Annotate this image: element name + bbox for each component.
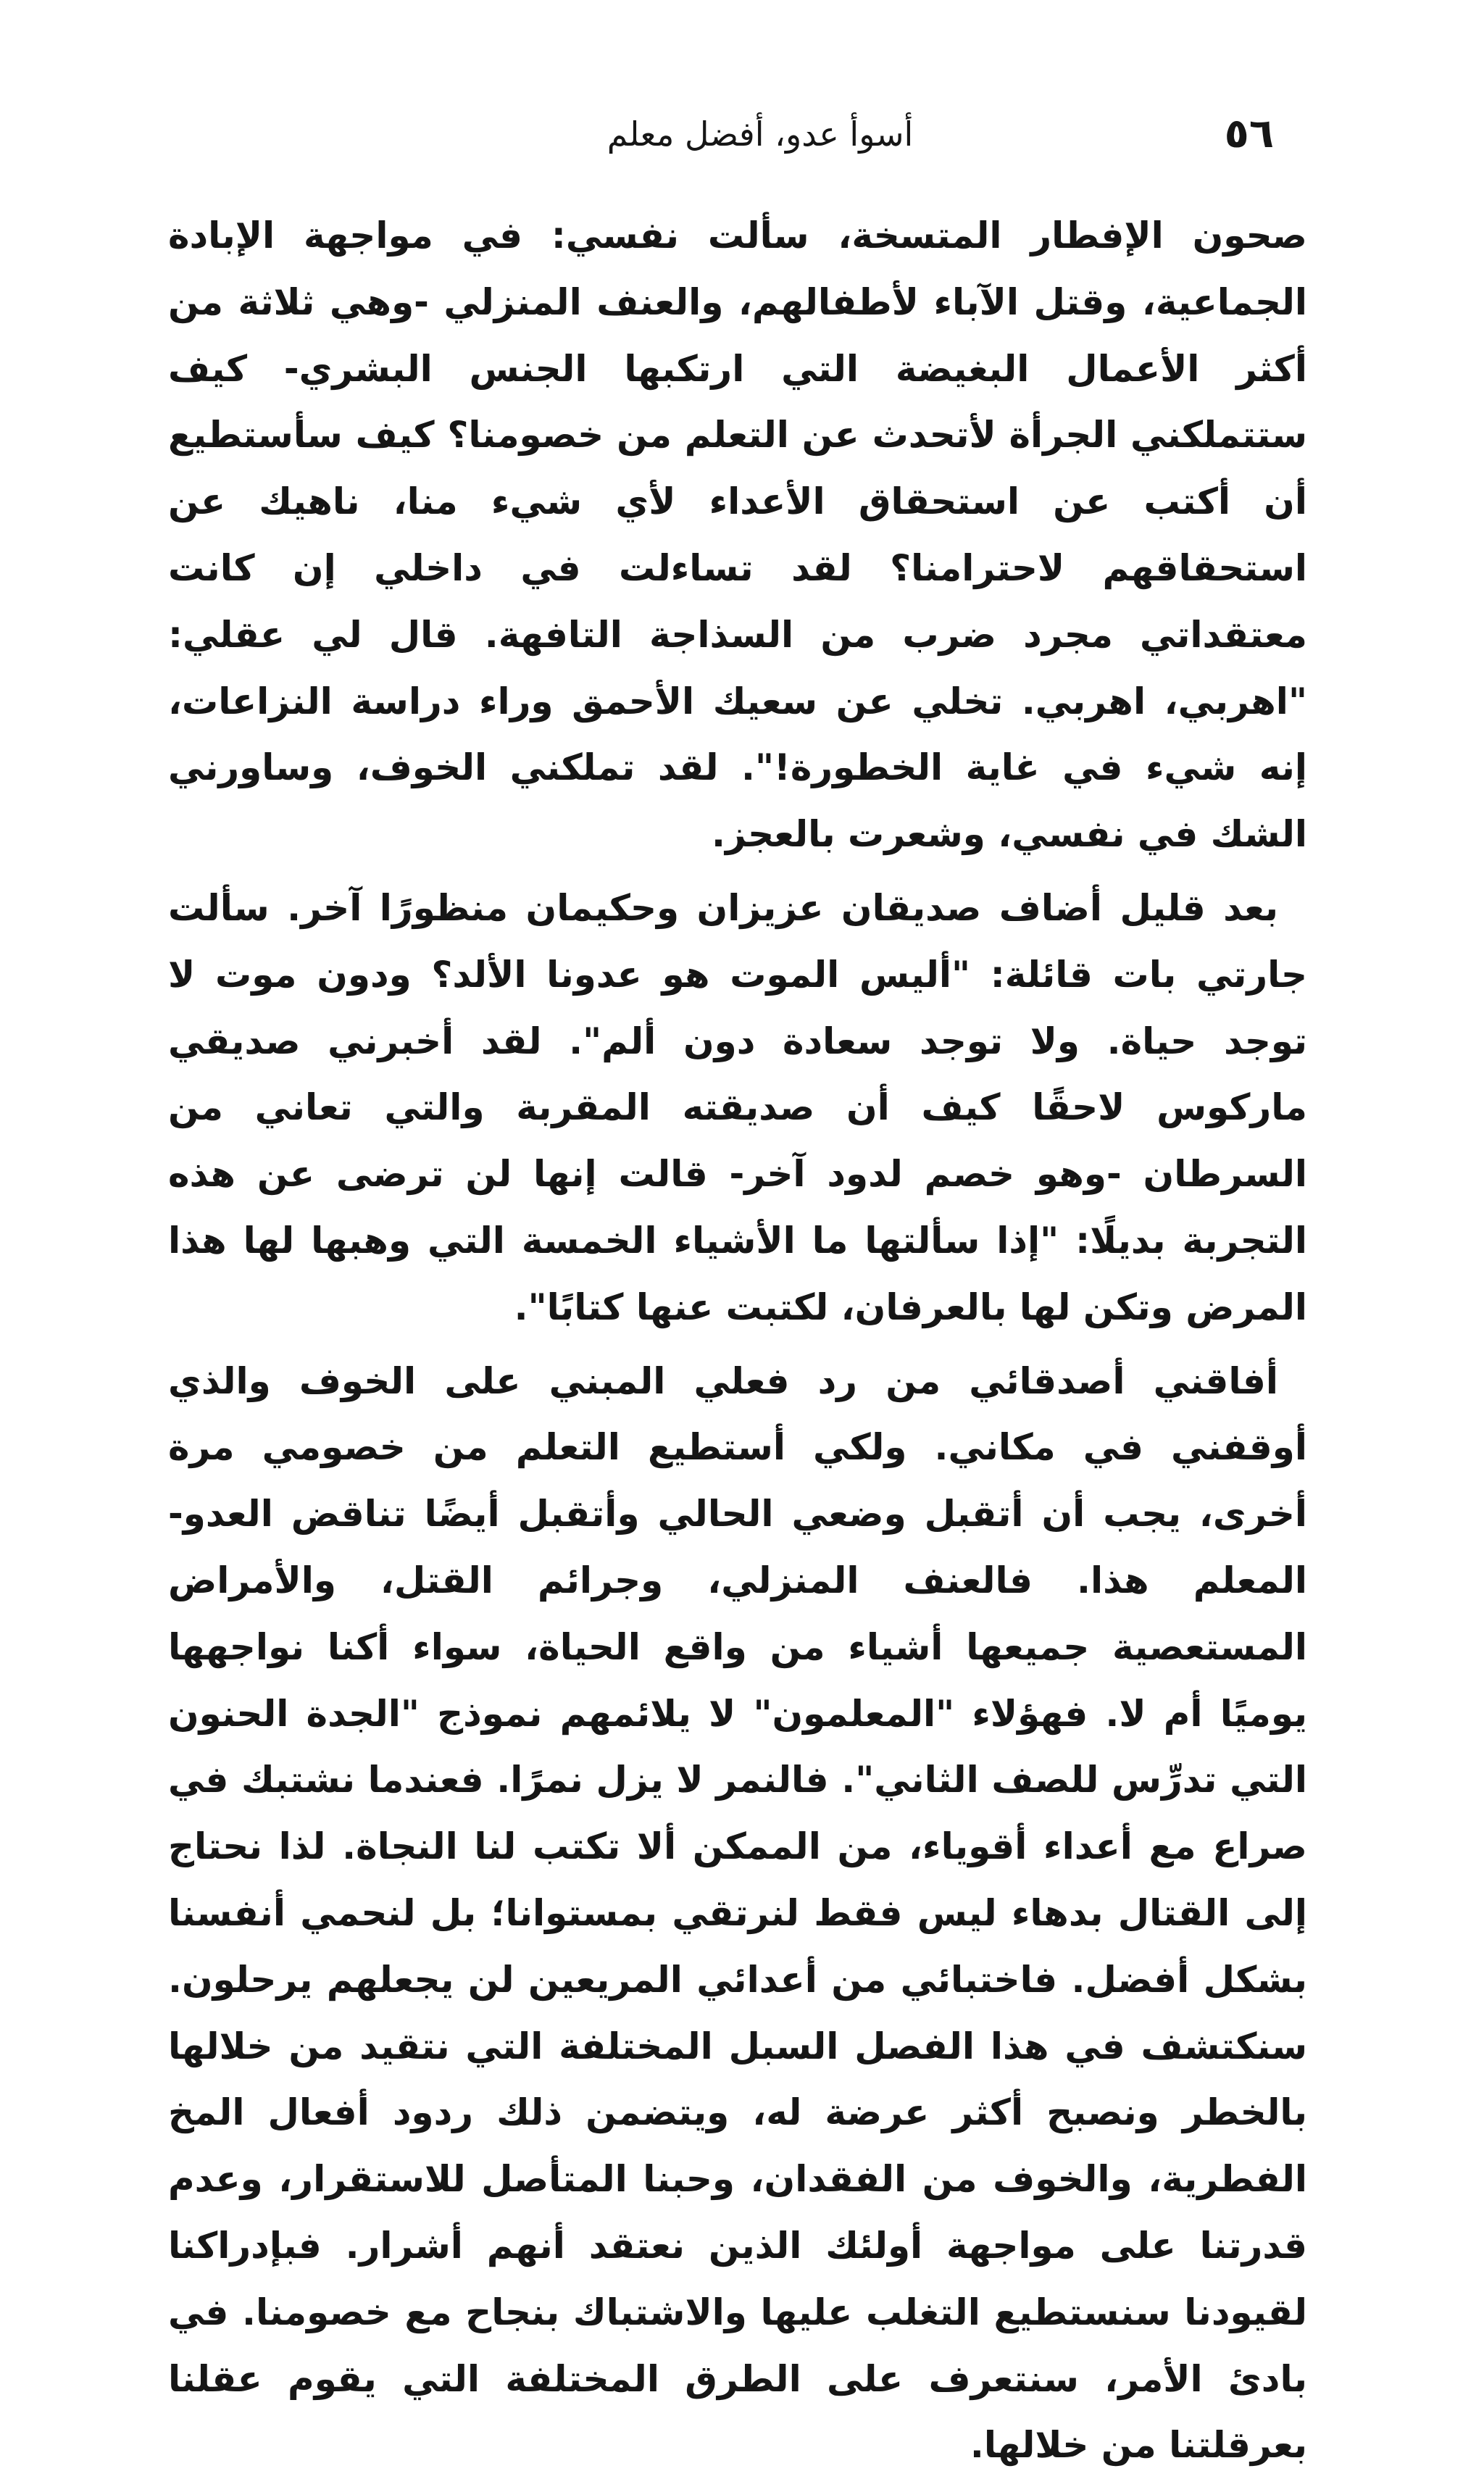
paragraph-friends-perspective: بعد قليل أضاف صديقان عزيزان وحكيمان منظورًا آخر. سألت جارتي بات قائلة: "أليس الموت هو عدونا الألد؟ ودون موت لا توجد حياة. ولا توجد سعادة دون ألم". لقد أخبرني صديقي ماركوس لاحقًا كيف أن صديقته المقربة والتي تعاني من السرطان -وهو خصم لدود آخر- قالت إنها لن ترضى عن هذه التجربة بديلًا: "إذا سألتها ما الأشياء الخمسة التي وهبها لها هذا المرض وتكن لها بالعرفان، لكتبت عنها كتابًا".	[168, 886, 1307, 1328]
body-text	[168, 203, 1307, 2479]
paragraph-continued: صحون الإفطار المتسخة، سألت نفسي: في مواجهة الإبادة الجماعية، وقتل الآباء لأطفالهم، والعنف المنزلي -وهي ثلاثة من أكثر الأعمال البغيضة التي ارتكبها الجنس البشري- كيف ستتملكني الجرأة لأتحدث عن التعلم من خصومنا؟ كيف سأستطيع أن أكتب عن استحقاق الأعداء لأي شيء منا، ناهيك عن استحقاقهم لاحترامنا؟ لقد تساءلت في داخلي إن كانت معتقداتي مجرد ضرب من السذاجة التافهة. قال لي عقلي: "اهربي، اهربي. تخلي عن سعيك الأحمق وراء دراسة النزاعات، إنه شيء في غاية الخطورة!". لقد تملكني الخوف، وساورني الشك في نفسي، وشعرت بالعجز.	[168, 214, 1307, 856]
page-number: ٥٦	[1224, 110, 1274, 157]
running-title: أسوأ عدو، أفضل معلم	[606, 114, 914, 154]
paragraph-awakening: أفاقني أصدقائي من رد فعلي المبني على الخوف والذي أوقفني في مكاني. ولكي أستطيع التعلم من خصومي مرة أخرى، يجب أن أتقبل وضعي الحالي وأتقبل أيضًا تناقض العدو-المعلم هذا. فالعنف المنزلي، وجرائم القتل، والأمراض المستعصية جميعها أشياء من واقع الحياة، سواء أكنا نواجهها يوميًا أم لا. فهؤلاء "المعلمون" لا يلائمهم نموذج "الجدة الحنون التي تدرِّس للصف الثاني". فالنمر لا يزل نمرًا. فعندما نشتبك في صراع مع أعداء أقوياء، من الممكن ألا تكتب لنا النجاة. لذا نحتاج إلى القتال بدهاء ليس فقط لنرتقي بمستوانا؛ بل لنحمي أنفسنا بشكل أفضل. فاختبائي من أعدائي المريعين لن يجعلهم يرحلون. سنكتشف في هذا الفصل السبل المختلفة التي نتقيد من خلالها بالخطر ونصبح أكثر عرضة له، ويتضمن ذلك ردود أفعال المخ الفطرية، والخوف من الفقدان، وحبنا المتأصل للاستقرار، وعدم قدرتنا على مواجهة أولئك الذين نعتقد أنهم أشرار. فبإدراكنا لقيودنا سنستطيع التغلب عليها والاشتباك بنجاح مع خصومنا. في بادئ الأمر، سنتعرف على الطرق المختلفة التي يقوم عقلنا بعرقلتنا من خلالها.	[168, 1359, 1307, 2467]
running-header	[246, 101, 1274, 167]
